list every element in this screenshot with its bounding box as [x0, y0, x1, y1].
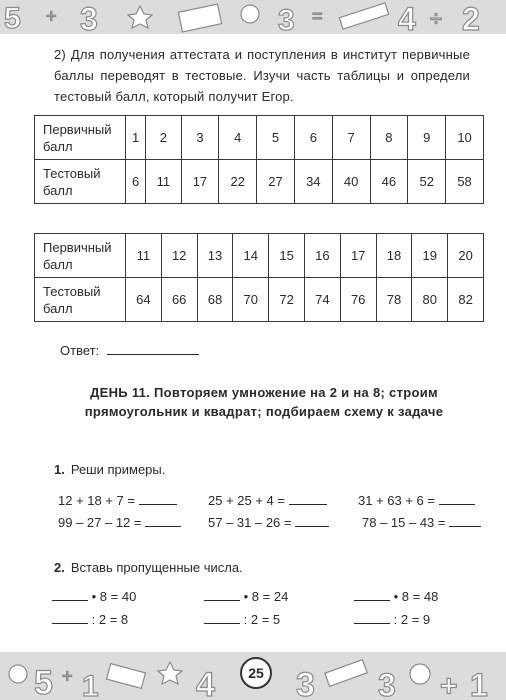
table-cell: 11	[126, 234, 162, 278]
answer-blank[interactable]	[145, 515, 181, 527]
table-cell: 20	[448, 234, 484, 278]
table-cell: 74	[304, 278, 340, 322]
answer-blank[interactable]	[52, 612, 88, 624]
exercise-1-heading	[54, 462, 165, 477]
svg-text:2: 2	[462, 1, 480, 34]
missing-number-example	[52, 612, 128, 627]
example-expression: 78 – 15 – 43 =	[362, 515, 446, 530]
example-expression: • 8 = 48	[393, 589, 439, 604]
day-heading: ДЕНЬ 11. Повторяем умножение на 2 и на 8; строим прямоугольник и квадрат; подбираем схему к задаче	[84, 385, 444, 419]
answer-blank[interactable]	[107, 342, 199, 355]
svg-text:+: +	[46, 6, 57, 26]
table-cell: 17	[340, 234, 376, 278]
table-cell: 46	[370, 160, 408, 204]
svg-text:÷: ÷	[430, 6, 443, 31]
answer-label: Ответ:	[60, 343, 100, 358]
example-expression: : 2 = 9	[393, 612, 431, 627]
answer-blank[interactable]	[449, 515, 481, 527]
answer-blank[interactable]	[52, 589, 88, 601]
table-cell: 8	[370, 116, 408, 160]
table-cell: 27	[257, 160, 295, 204]
example	[208, 493, 327, 508]
table-cell: 40	[332, 160, 370, 204]
exercise-instruction: Вставь пропущенные числа.	[70, 560, 243, 575]
exercise-number: 1.	[54, 462, 65, 477]
answer-blank[interactable]	[289, 493, 327, 505]
example-expression: 57 – 31 – 26 =	[208, 515, 292, 530]
table-cell: 4	[219, 116, 257, 160]
missing-number-example	[354, 589, 438, 604]
table-cell: 6	[294, 116, 332, 160]
example-expression: 31 + 63 + 6 =	[358, 493, 435, 508]
svg-text:+: +	[440, 670, 458, 700]
example	[58, 515, 181, 530]
missing-number-example	[204, 589, 288, 604]
table-row-primary	[35, 234, 484, 278]
table-cell: 12	[161, 234, 197, 278]
table-cell: 10	[446, 116, 484, 160]
svg-text:3: 3	[378, 667, 396, 700]
table-cell: 64	[126, 278, 162, 322]
row-header-test: Тестовый балл	[35, 278, 126, 322]
table-cell: 11	[146, 160, 181, 204]
exercise-2-heading	[54, 560, 243, 575]
table-cell: 6	[126, 160, 146, 204]
table-cell: 2	[146, 116, 181, 160]
table-cell: 9	[408, 116, 446, 160]
example-expression: 99 – 27 – 12 =	[58, 515, 142, 530]
table-cell: 22	[219, 160, 257, 204]
table-cell: 18	[376, 234, 412, 278]
answer-line	[60, 342, 199, 358]
table-cell: 68	[197, 278, 233, 322]
svg-text:1: 1	[470, 667, 488, 700]
missing-number-example	[52, 589, 136, 604]
table-cell: 1	[126, 116, 146, 160]
row-header-primary: Первичный балл	[35, 116, 126, 160]
answer-blank[interactable]	[139, 493, 177, 505]
example	[358, 493, 475, 508]
table-cell: 15	[269, 234, 305, 278]
table-cell: 82	[448, 278, 484, 322]
example-expression: 25 + 25 + 4 =	[208, 493, 285, 508]
table-cell: 34	[294, 160, 332, 204]
example-expression: 12 + 18 + 7 =	[58, 493, 135, 508]
example-expression: • 8 = 40	[91, 589, 137, 604]
page-number-badge: 25	[240, 657, 272, 689]
table-cell: 17	[181, 160, 219, 204]
svg-text:3: 3	[296, 666, 315, 700]
answer-blank[interactable]	[204, 612, 240, 624]
example-expression: : 2 = 5	[243, 612, 281, 627]
table-cell: 52	[408, 160, 446, 204]
missing-number-example	[204, 612, 280, 627]
answer-blank[interactable]	[354, 589, 390, 601]
table-cell: 7	[332, 116, 370, 160]
table-cell: 72	[269, 278, 305, 322]
svg-text:5: 5	[34, 664, 53, 700]
answer-blank[interactable]	[295, 515, 329, 527]
answer-blank[interactable]	[354, 612, 390, 624]
task-2-text: 2) Для получения аттестата и поступления в институт первичные баллы переводят в тестовые. Изучи часть таблицы и определи тестовый балл, который получит Егор.	[54, 47, 470, 104]
svg-text:1: 1	[82, 670, 99, 700]
missing-number-example	[354, 612, 430, 627]
svg-text:5: 5	[4, 2, 21, 34]
table-row-test	[35, 160, 484, 204]
answer-blank[interactable]	[439, 493, 475, 505]
table-cell: 78	[376, 278, 412, 322]
exercise-instruction: Реши примеры.	[70, 462, 166, 477]
table-cell: 70	[233, 278, 269, 322]
table-cell: 80	[412, 278, 448, 322]
svg-text:=: =	[312, 6, 323, 26]
table-cell: 19	[412, 234, 448, 278]
example	[362, 515, 481, 530]
table-cell: 5	[257, 116, 295, 160]
svg-text:+: +	[62, 666, 73, 686]
table-cell: 16	[304, 234, 340, 278]
row-header-primary: Первичный балл	[35, 234, 126, 278]
exercise-number: 2.	[54, 560, 65, 575]
score-table-1	[34, 115, 484, 204]
example	[208, 515, 329, 530]
svg-text:4: 4	[398, 1, 416, 34]
svg-text:3: 3	[278, 4, 295, 34]
doodle-pattern-top	[0, 0, 506, 34]
table-cell: 13	[197, 234, 233, 278]
answer-blank[interactable]	[204, 589, 240, 601]
example-expression: : 2 = 8	[91, 612, 129, 627]
table-cell: 3	[181, 116, 219, 160]
table-cell: 66	[161, 278, 197, 322]
decorative-header-band	[0, 0, 506, 34]
table-row-test	[35, 278, 484, 322]
row-header-test: Тестовый балл	[35, 160, 126, 204]
example	[58, 493, 177, 508]
table-row-primary	[35, 116, 484, 160]
table-cell: 14	[233, 234, 269, 278]
score-table-2	[34, 233, 484, 322]
svg-text:4: 4	[196, 666, 215, 700]
example-expression: • 8 = 24	[243, 589, 289, 604]
svg-text:3: 3	[80, 1, 98, 34]
table-cell: 76	[340, 278, 376, 322]
table-cell: 58	[446, 160, 484, 204]
